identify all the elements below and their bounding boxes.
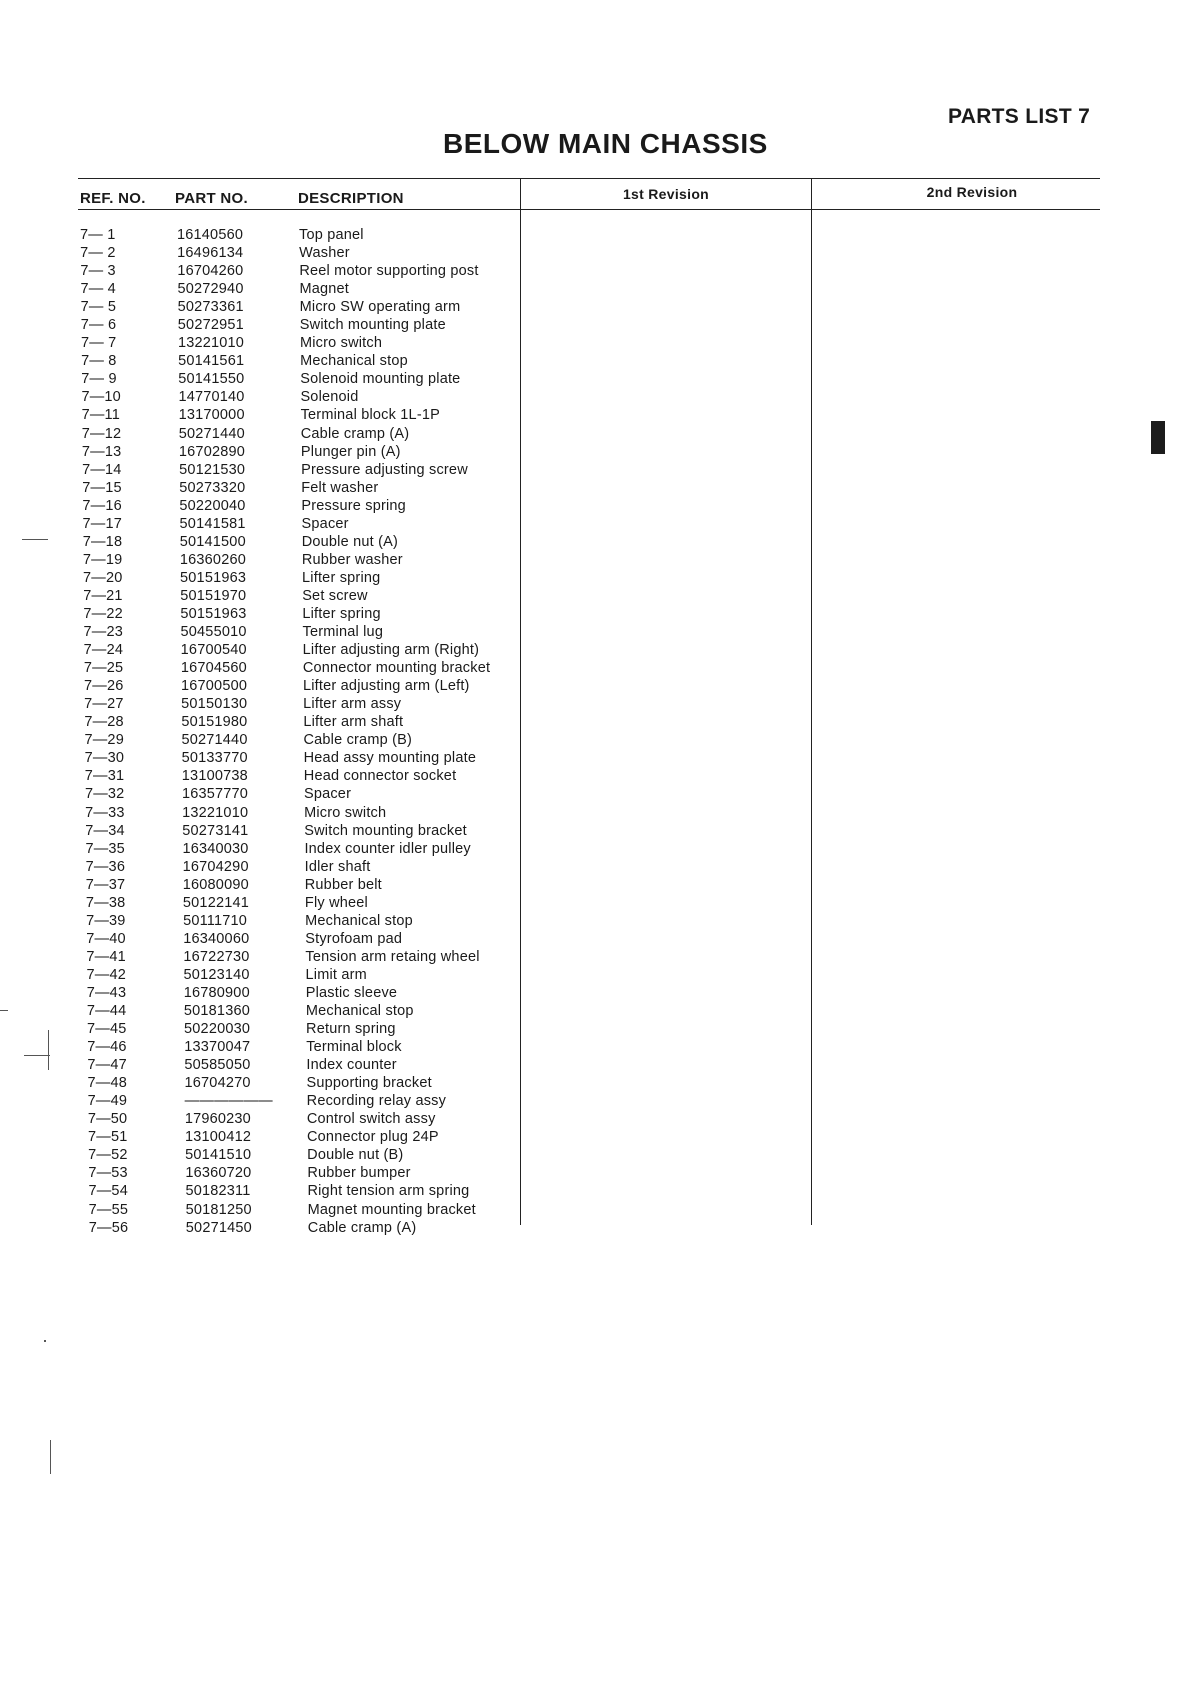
description-cell: Rubber washer bbox=[301, 551, 403, 568]
description-cell: Double nut (B) bbox=[307, 1147, 404, 1164]
description-cell: Connector plug 24P bbox=[307, 1129, 439, 1146]
scan-tick bbox=[44, 1340, 46, 1342]
description-cell: Right tension arm spring bbox=[307, 1183, 470, 1200]
part-no-cell: 16780900 bbox=[183, 984, 250, 1001]
part-no-cell: 50141550 bbox=[178, 371, 245, 388]
table-row bbox=[80, 1038, 520, 1056]
ref-no-cell: 7—49 bbox=[87, 1093, 128, 1110]
ref-no-cell: 7—15 bbox=[82, 479, 122, 496]
ref-no-cell: 7—55 bbox=[88, 1201, 129, 1218]
ref-no-cell: 7—36 bbox=[85, 858, 126, 875]
description-cell: Connector mounting bracket bbox=[302, 660, 491, 677]
description-cell: Terminal block 1L-1P bbox=[300, 407, 440, 424]
header-ref-no: REF. NO. bbox=[80, 190, 146, 207]
description-cell: Spacer bbox=[301, 515, 349, 532]
description-cell: Switch mounting bracket bbox=[304, 822, 467, 839]
ref-no-cell: 7—20 bbox=[83, 569, 123, 586]
ref-no-cell: 7— 6 bbox=[80, 317, 117, 334]
description-cell: Index counter bbox=[306, 1057, 397, 1074]
table-row bbox=[80, 1056, 520, 1074]
part-no-cell: 13100738 bbox=[181, 768, 248, 785]
ref-no-cell: 7—50 bbox=[87, 1111, 128, 1128]
table-row bbox=[80, 623, 520, 641]
part-no-cell: 13370047 bbox=[184, 1039, 251, 1056]
ref-no-cell: 7—37 bbox=[85, 876, 126, 893]
description-cell: Set screw bbox=[302, 587, 368, 604]
table-row bbox=[80, 785, 520, 803]
table-row bbox=[80, 244, 520, 262]
ref-no-cell: 7—17 bbox=[82, 515, 123, 532]
part-no-cell: 50123140 bbox=[183, 966, 250, 983]
table-row bbox=[80, 767, 520, 785]
description-cell: Magnet bbox=[299, 281, 350, 298]
header-part-no: PART NO. bbox=[175, 190, 248, 207]
description-cell: Double nut (A) bbox=[301, 533, 399, 550]
description-cell: Lifter spring bbox=[302, 605, 381, 622]
ref-no-cell: 7—51 bbox=[88, 1129, 128, 1146]
description-cell: Index counter idler pulley bbox=[304, 840, 471, 857]
table-row bbox=[80, 713, 520, 731]
description-cell: Lifter arm assy bbox=[303, 696, 402, 713]
part-no-cell: 50181360 bbox=[183, 1003, 250, 1020]
table-row bbox=[80, 695, 520, 713]
table-row bbox=[80, 1201, 520, 1219]
description-cell: Mechanical stop bbox=[300, 353, 408, 370]
scan-tick bbox=[48, 1030, 49, 1070]
ref-no-cell: 7— 9 bbox=[81, 371, 117, 388]
part-no-cell: 17960230 bbox=[184, 1111, 251, 1128]
part-no-cell: 50273141 bbox=[182, 822, 249, 839]
ref-no-cell: 7—24 bbox=[83, 642, 124, 659]
ref-no-cell: 7— 7 bbox=[80, 335, 117, 352]
scan-tick bbox=[22, 539, 48, 540]
description-cell: Terminal block bbox=[306, 1039, 402, 1056]
table-row bbox=[80, 966, 520, 984]
parts-list-label: PARTS LIST 7 bbox=[948, 105, 1091, 128]
ref-no-cell: 7—19 bbox=[82, 551, 123, 568]
scan-tick bbox=[0, 1010, 8, 1011]
part-no-cell: 50273320 bbox=[179, 479, 246, 496]
description-cell: Lifter arm shaft bbox=[303, 714, 404, 731]
table-row bbox=[80, 587, 520, 605]
description-cell: Mechanical stop bbox=[305, 1003, 414, 1020]
part-no-cell: 50272940 bbox=[177, 281, 244, 298]
description-cell: Washer bbox=[299, 245, 350, 262]
table-row bbox=[80, 605, 520, 623]
scan-mark bbox=[1151, 421, 1165, 454]
ref-no-cell: 7—33 bbox=[85, 804, 125, 821]
table-row bbox=[80, 370, 520, 388]
table-row bbox=[80, 1146, 520, 1164]
ref-no-cell: 7—14 bbox=[82, 461, 122, 478]
description-cell: Reel motor supporting post bbox=[299, 263, 479, 280]
ref-no-cell: 7—10 bbox=[81, 389, 121, 406]
table-row bbox=[80, 569, 520, 587]
table-row bbox=[80, 659, 520, 677]
part-no-cell: 50121530 bbox=[179, 461, 246, 478]
table-row bbox=[80, 641, 520, 659]
ref-no-cell: 7— 8 bbox=[81, 353, 117, 370]
table-row bbox=[80, 804, 520, 822]
table-row bbox=[80, 876, 520, 894]
ref-no-cell: 7—39 bbox=[86, 912, 126, 929]
ref-no-cell: 7—31 bbox=[84, 768, 125, 785]
table-row bbox=[80, 677, 520, 695]
description-cell: Spacer bbox=[303, 786, 352, 803]
ref-no-cell: 7—29 bbox=[84, 732, 124, 749]
ref-no-cell: 7—52 bbox=[88, 1147, 128, 1164]
part-no-cell: 50151970 bbox=[180, 587, 247, 604]
part-no-cell: 16702890 bbox=[178, 443, 246, 460]
description-cell: Magnet mounting bracket bbox=[307, 1201, 476, 1218]
ref-no-cell: 7— 4 bbox=[80, 281, 116, 298]
ref-no-cell: 7—53 bbox=[88, 1165, 128, 1182]
table-row bbox=[80, 551, 520, 569]
table-row bbox=[80, 1092, 520, 1110]
description-cell: Micro SW operating arm bbox=[299, 299, 461, 316]
part-no-cell: 16700540 bbox=[180, 642, 247, 659]
table-row bbox=[80, 388, 520, 406]
part-no-cell: 50273361 bbox=[177, 299, 244, 316]
ref-no-cell: 7—26 bbox=[84, 678, 124, 695]
part-no-cell: 50111710 bbox=[183, 912, 248, 929]
parts-rows bbox=[80, 226, 520, 1237]
part-no-cell: 16360720 bbox=[185, 1165, 252, 1182]
ref-no-cell: 7—44 bbox=[86, 1003, 127, 1020]
description-cell: Lifter spring bbox=[302, 569, 381, 586]
table-row bbox=[80, 461, 520, 479]
ref-no-cell: 7—30 bbox=[84, 750, 125, 767]
header-description: DESCRIPTION bbox=[298, 190, 404, 207]
ref-no-cell: 7— 2 bbox=[80, 245, 116, 262]
table-row bbox=[80, 1020, 520, 1038]
ref-no-cell: 7— 3 bbox=[80, 263, 116, 280]
part-no-cell: —————— bbox=[184, 1093, 273, 1110]
scan-tick bbox=[50, 1440, 51, 1474]
table-row bbox=[80, 894, 520, 912]
description-cell: Felt washer bbox=[301, 479, 379, 496]
table-row bbox=[80, 280, 520, 298]
description-cell: Plastic sleeve bbox=[305, 984, 398, 1001]
part-no-cell: 50271440 bbox=[181, 732, 248, 749]
ref-no-cell: 7—56 bbox=[88, 1219, 129, 1236]
table-row bbox=[80, 822, 520, 840]
part-no-cell: 13100412 bbox=[185, 1129, 252, 1146]
description-cell: Micro switch bbox=[299, 335, 383, 352]
description-cell: Supporting bracket bbox=[306, 1075, 432, 1092]
description-cell: Micro switch bbox=[304, 804, 387, 821]
table-row bbox=[80, 948, 520, 966]
table-row bbox=[80, 497, 520, 515]
part-no-cell: 50182311 bbox=[185, 1183, 251, 1200]
description-cell: Return spring bbox=[306, 1021, 396, 1038]
table-row bbox=[80, 226, 520, 244]
header-2nd-revision: 2nd Revision bbox=[926, 184, 1018, 200]
table-top-rule bbox=[78, 178, 1100, 179]
description-cell: Solenoid mounting plate bbox=[300, 371, 461, 388]
ref-no-cell: 7—11 bbox=[81, 407, 121, 424]
description-cell: Switch mounting plate bbox=[299, 317, 446, 334]
table-row bbox=[80, 515, 520, 533]
part-no-cell: 50151963 bbox=[180, 569, 247, 586]
ref-no-cell: 7—32 bbox=[84, 786, 125, 803]
part-no-cell: 16704290 bbox=[182, 858, 249, 875]
ref-no-cell: 7—40 bbox=[86, 930, 126, 947]
ref-no-cell: 7—45 bbox=[87, 1021, 127, 1038]
description-cell: Mechanical stop bbox=[305, 912, 413, 929]
part-no-cell: 50122141 bbox=[182, 894, 250, 911]
part-no-cell: 16140560 bbox=[177, 227, 244, 243]
part-no-cell: 50181250 bbox=[185, 1201, 252, 1218]
part-no-cell: 16357770 bbox=[181, 786, 249, 803]
description-cell: Limit arm bbox=[305, 966, 367, 983]
ref-no-cell: 7—46 bbox=[87, 1039, 127, 1056]
page-title: BELOW MAIN CHASSIS bbox=[443, 128, 768, 159]
description-cell: Styrofoam pad bbox=[305, 930, 403, 947]
part-no-cell: 50220040 bbox=[179, 497, 246, 514]
part-no-cell: 13221010 bbox=[177, 335, 245, 352]
ref-no-cell: 7—43 bbox=[86, 984, 127, 1001]
table-row bbox=[80, 912, 520, 930]
part-no-cell: 50150130 bbox=[181, 696, 248, 713]
ref-no-cell: 7—16 bbox=[82, 497, 122, 514]
description-cell: Terminal lug bbox=[302, 624, 384, 641]
description-cell: Cable cramp (A) bbox=[300, 425, 410, 442]
part-no-cell: 14770140 bbox=[178, 389, 245, 406]
ref-no-cell: 7—25 bbox=[83, 660, 124, 677]
ref-no-cell: 7—13 bbox=[81, 443, 122, 460]
part-no-cell: 16080090 bbox=[182, 876, 249, 893]
table-row bbox=[80, 352, 520, 370]
table-row bbox=[80, 1002, 520, 1020]
part-no-cell: 16340060 bbox=[183, 930, 250, 947]
table-row bbox=[80, 840, 520, 858]
part-no-cell: 16496134 bbox=[177, 245, 244, 262]
description-cell: Recording relay assy bbox=[306, 1093, 447, 1110]
table-row bbox=[80, 533, 520, 551]
part-no-cell: 50455010 bbox=[180, 624, 247, 641]
table-row bbox=[80, 425, 520, 443]
table-row bbox=[80, 1110, 520, 1128]
description-cell: Tension arm retaing wheel bbox=[305, 948, 480, 965]
part-no-cell: 50585050 bbox=[184, 1057, 251, 1074]
table-row bbox=[80, 930, 520, 948]
table-row bbox=[80, 1128, 520, 1146]
scan-tick bbox=[24, 1055, 50, 1056]
description-cell: Lifter adjusting arm (Right) bbox=[302, 642, 480, 659]
description-cell: Pressure spring bbox=[301, 497, 406, 514]
ref-no-cell: 7—18 bbox=[82, 533, 123, 550]
part-no-cell: 50133770 bbox=[181, 750, 248, 767]
description-cell: Head connector socket bbox=[303, 768, 457, 785]
ref-no-cell: 7— 5 bbox=[80, 299, 117, 316]
part-no-cell: 50271450 bbox=[185, 1219, 252, 1236]
part-no-cell: 50151963 bbox=[180, 605, 247, 622]
ref-no-cell: 7—12 bbox=[81, 425, 122, 442]
column-divider-rev2 bbox=[811, 178, 812, 1225]
ref-no-cell: 7—38 bbox=[85, 894, 126, 911]
table-row bbox=[80, 334, 520, 352]
ref-no-cell: 7— 1 bbox=[80, 227, 116, 243]
ref-no-cell: 7—21 bbox=[83, 587, 123, 604]
column-divider-rev1 bbox=[520, 178, 521, 1225]
table-row bbox=[80, 731, 520, 749]
ref-no-cell: 7—47 bbox=[87, 1057, 127, 1074]
part-no-cell: 16722730 bbox=[183, 948, 250, 965]
part-no-cell: 16704270 bbox=[184, 1075, 251, 1092]
table-header-rule bbox=[78, 209, 1100, 210]
table-row bbox=[80, 1074, 520, 1092]
part-no-cell: 16700500 bbox=[181, 678, 248, 695]
table-row bbox=[80, 262, 520, 280]
ref-no-cell: 7—35 bbox=[85, 840, 125, 857]
part-no-cell: 50271440 bbox=[178, 425, 245, 442]
ref-no-cell: 7—48 bbox=[87, 1075, 128, 1092]
description-cell: Idler shaft bbox=[304, 858, 371, 875]
description-cell: Control switch assy bbox=[306, 1111, 436, 1128]
ref-no-cell: 7—27 bbox=[84, 696, 124, 713]
ref-no-cell: 7—41 bbox=[86, 948, 126, 965]
table-row bbox=[80, 1164, 520, 1182]
part-no-cell: 50220030 bbox=[184, 1021, 251, 1038]
part-no-cell: 50141581 bbox=[179, 515, 246, 532]
part-no-cell: 16360260 bbox=[179, 551, 246, 568]
part-no-cell: 13221010 bbox=[182, 804, 249, 821]
table-row bbox=[80, 1219, 520, 1237]
table-row bbox=[80, 749, 520, 767]
ref-no-cell: 7—23 bbox=[83, 624, 124, 641]
table-row bbox=[80, 443, 520, 461]
ref-no-cell: 7—22 bbox=[83, 605, 123, 622]
part-no-cell: 50141510 bbox=[185, 1147, 252, 1164]
part-no-cell: 50141500 bbox=[179, 533, 246, 550]
table-row bbox=[80, 858, 520, 876]
table-row bbox=[80, 479, 520, 497]
header-1st-revision: 1st Revision bbox=[622, 186, 710, 202]
description-cell: Rubber belt bbox=[304, 876, 382, 893]
description-cell: Solenoid bbox=[300, 389, 359, 406]
table-row bbox=[80, 984, 520, 1002]
description-cell: Cable cramp (A) bbox=[307, 1219, 417, 1236]
table-row bbox=[80, 406, 520, 424]
part-no-cell: 13170000 bbox=[178, 407, 245, 424]
description-cell: Pressure adjusting screw bbox=[301, 461, 468, 478]
part-no-cell: 50141561 bbox=[178, 353, 245, 370]
part-no-cell: 16704560 bbox=[180, 660, 247, 677]
ref-no-cell: 7—42 bbox=[86, 966, 127, 983]
description-cell: Cable cramp (B) bbox=[303, 732, 413, 749]
part-no-cell: 50272951 bbox=[177, 317, 244, 334]
description-cell: Head assy mounting plate bbox=[303, 750, 477, 767]
description-cell: Fly wheel bbox=[304, 894, 368, 911]
part-no-cell: 16704260 bbox=[177, 263, 244, 280]
table-row bbox=[80, 1182, 520, 1200]
part-no-cell: 16340030 bbox=[182, 840, 249, 857]
table-row bbox=[80, 298, 520, 316]
description-cell: Plunger pin (A) bbox=[300, 443, 401, 460]
ref-no-cell: 7—28 bbox=[84, 714, 124, 731]
ref-no-cell: 7—54 bbox=[88, 1183, 128, 1200]
description-cell: Rubber bumper bbox=[307, 1165, 411, 1182]
table-row bbox=[80, 316, 520, 334]
description-cell: Lifter adjusting arm (Left) bbox=[303, 678, 470, 695]
part-no-cell: 50151980 bbox=[181, 714, 248, 731]
description-cell: Top panel bbox=[299, 227, 364, 243]
ref-no-cell: 7—34 bbox=[85, 822, 125, 839]
